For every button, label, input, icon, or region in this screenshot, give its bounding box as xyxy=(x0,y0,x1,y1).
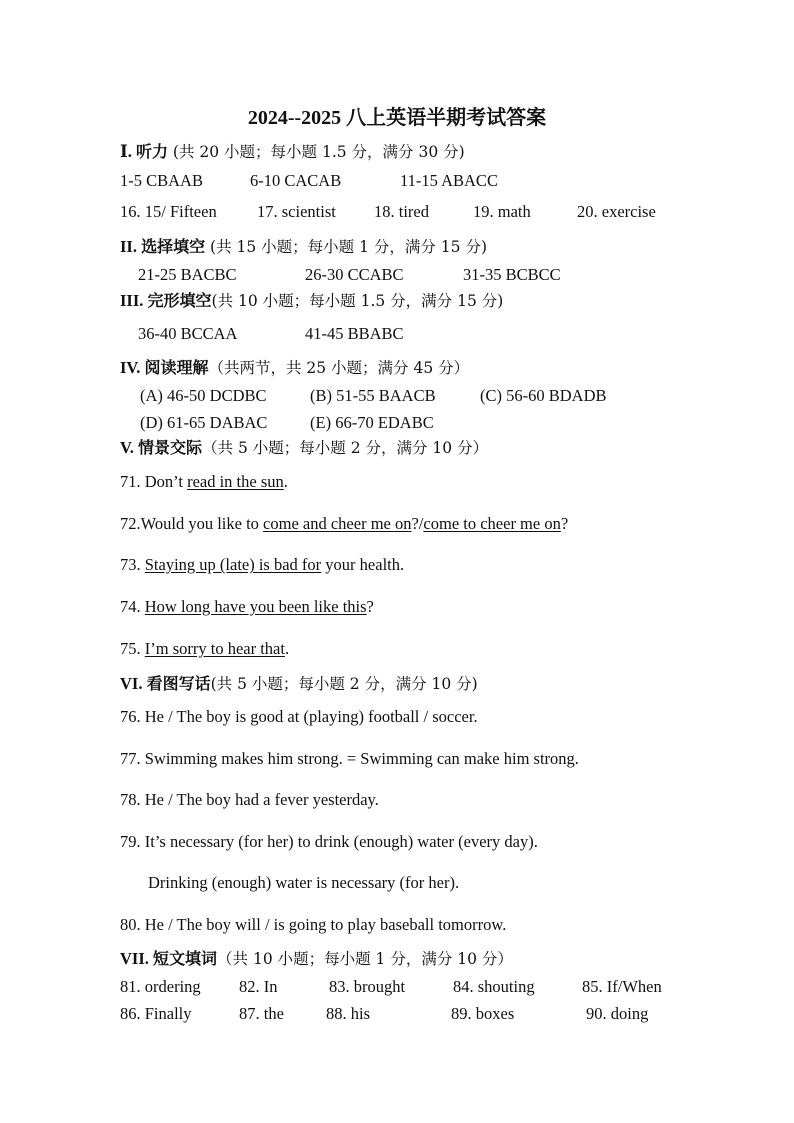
answer-prefix: 73. xyxy=(120,555,145,574)
answer-group: 36-40 BCCAA xyxy=(138,324,238,343)
answer-item: 88. his xyxy=(326,1004,371,1023)
answer-separator: ?/ xyxy=(411,514,424,533)
page-title: 2024--2025 八上英语半期考试答案 xyxy=(247,107,547,129)
section-info: (共 20 小题；每小题 1.5 分，满分 30 分) xyxy=(167,143,465,161)
answer-item: 83. brought xyxy=(329,977,406,996)
answer-77: 77. Swimming makes him strong. = Swimming can make him strong. xyxy=(120,749,579,768)
answer-79: 79. It’s necessary (for her) to drink (enough) water (every day). xyxy=(120,832,538,851)
section-name: 看图写话 xyxy=(146,674,211,693)
section-number: III. xyxy=(120,291,148,310)
answer-item: 87. the xyxy=(239,1004,284,1023)
answer-prefix: 72.Would you like to xyxy=(120,514,264,533)
section-name: 选择填空 xyxy=(141,237,206,256)
section-number: VII. xyxy=(120,949,154,968)
underlined-answer: come and cheer me on xyxy=(263,514,412,533)
section-heading-cloze xyxy=(120,291,503,311)
answer-group: 31-35 BCBCC xyxy=(463,265,561,284)
underlined-answer: read in the sun xyxy=(187,472,284,491)
section-info: (共 10 小题；每小题 1.5 分，满分 15 分) xyxy=(211,292,504,310)
section-info: (共 15 小题；每小题 1 分，满分 15 分) xyxy=(205,238,488,256)
answer-group: 26-30 CCABC xyxy=(305,265,404,284)
answer-prefix: 74. xyxy=(120,597,145,616)
section-name: 情景交际 xyxy=(138,438,203,457)
answer-item: 90. doing xyxy=(586,1004,649,1023)
section-heading-picture-writing xyxy=(120,674,478,694)
answer-item: 82. In xyxy=(239,977,278,996)
underlined-answer: How long have you been like this xyxy=(144,597,367,616)
answer-item: 89. boxes xyxy=(451,1004,515,1023)
answer-group: 21-25 BACBC xyxy=(138,265,237,284)
answer-suffix: . xyxy=(283,472,288,491)
answer-group: (E) 66-70 EDABC xyxy=(310,413,434,432)
answer-76: 76. He / The boy is good at (playing) football / soccer. xyxy=(120,707,478,726)
answer-item: 18. tired xyxy=(374,202,429,221)
answer-item: 16. 15/ Fifteen xyxy=(120,202,217,221)
answer-item: 19. math xyxy=(473,202,531,221)
answer-suffix: ? xyxy=(560,514,569,533)
answer-group: (D) 61-65 DABAC xyxy=(140,413,268,432)
answer-group: 41-45 BBABC xyxy=(305,324,404,343)
section-heading-listening xyxy=(120,142,465,162)
section-number: V. xyxy=(120,438,139,457)
answer-item: 17. scientist xyxy=(257,202,336,221)
answer-item: 20. exercise xyxy=(577,202,656,221)
underlined-answer: Staying up (late) is bad for xyxy=(144,555,322,574)
answer-79-alt: Drinking (enough) water is necessary (for her). xyxy=(148,873,460,892)
answer-suffix: ? xyxy=(366,597,374,616)
answer-item: 81. ordering xyxy=(120,977,201,996)
section-info: （共 5 小题；每小题 2 分，满分 10 分） xyxy=(202,439,489,457)
answer-suffix: your health. xyxy=(321,555,405,574)
section-number: Ⅰ. xyxy=(120,142,136,161)
underlined-answer: come to cheer me on xyxy=(423,514,561,533)
answer-group: (A) 46-50 DCDBC xyxy=(140,386,267,405)
answer-group: 1-5 CBAAB xyxy=(120,171,203,190)
answer-prefix: 71. Don’t xyxy=(120,472,188,491)
section-name: 短文填词 xyxy=(153,949,218,968)
section-heading-word-fill xyxy=(120,949,513,969)
answer-group: (B) 51-55 BAACB xyxy=(310,386,436,405)
section-number: II. xyxy=(120,237,142,256)
section-info: （共 10 小题；每小题 1 分，满分 10 分） xyxy=(217,950,513,968)
section-heading-choice xyxy=(120,237,487,257)
section-info: （共两节，共 25 小题；满分 45 分） xyxy=(208,359,470,377)
answer-item: 85. If/When xyxy=(582,977,662,996)
underlined-answer: I’m sorry to hear that xyxy=(144,639,285,658)
answer-suffix: . xyxy=(284,639,290,658)
section-info: (共 5 小题；每小题 2 分，满分 10 分) xyxy=(210,675,478,693)
answer-prefix: 75. xyxy=(120,639,145,658)
answer-72 xyxy=(120,514,568,534)
answer-group: 11-15 ABACC xyxy=(400,171,498,190)
section-heading-reading xyxy=(120,358,469,378)
answer-item: 86. Finally xyxy=(120,1004,192,1023)
answer-71 xyxy=(120,472,288,492)
answer-73 xyxy=(120,555,404,575)
answer-group: 6-10 CACAB xyxy=(250,171,342,190)
section-heading-dialogue xyxy=(120,438,488,458)
section-number: VI. xyxy=(120,674,147,693)
answer-group: (C) 56-60 BDADB xyxy=(480,386,607,405)
answer-80: 80. He / The boy will / is going to play baseball tomorrow. xyxy=(120,915,507,934)
section-number: IV. xyxy=(120,358,145,377)
answer-75 xyxy=(120,639,289,659)
answer-item: 84. shouting xyxy=(453,977,535,996)
section-name: 完形填空 xyxy=(147,291,212,310)
answer-78: 78. He / The boy had a fever yesterday. xyxy=(120,790,379,809)
section-name: 阅读理解 xyxy=(144,358,209,377)
section-name: 听力 xyxy=(135,142,168,161)
answer-74 xyxy=(120,597,374,617)
